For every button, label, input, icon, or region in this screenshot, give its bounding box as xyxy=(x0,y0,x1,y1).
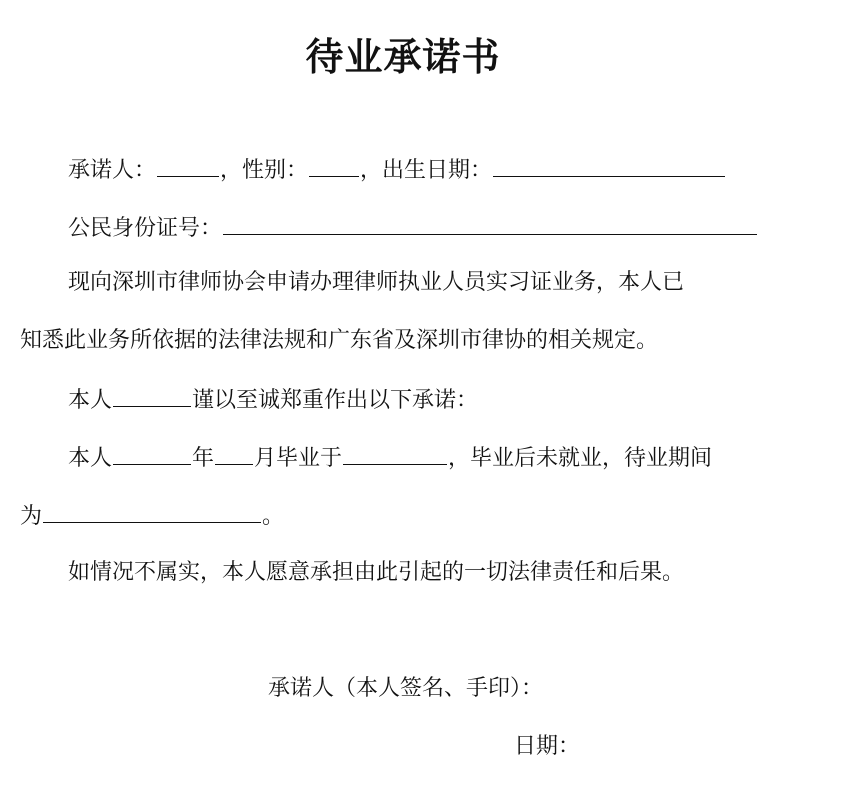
pledge-name-field[interactable] xyxy=(113,384,191,407)
pledge-prefix: 本人 xyxy=(68,388,113,413)
period-suffix: 。 xyxy=(262,504,285,529)
graduation-suffix: ，毕业后未就业，待业期间 xyxy=(448,446,713,471)
birthdate-field[interactable] xyxy=(493,154,725,177)
promisor-name-field[interactable] xyxy=(157,154,219,177)
paragraph-1-line-b: 知悉此业务所依据的法律法规和广东省及深圳市律协的相关规定。 xyxy=(20,328,659,353)
gender-field[interactable] xyxy=(309,154,359,177)
gender-label: ，性别： xyxy=(220,158,309,183)
signature-label: 承诺人（本人签名、手印）： xyxy=(268,676,544,701)
birthdate-label: ，出生日期： xyxy=(360,158,493,183)
graduation-prefix: 本人 xyxy=(68,446,113,471)
month-label: 月毕业于 xyxy=(254,446,343,471)
unemployment-period-line xyxy=(20,500,284,530)
date-label: 日期： xyxy=(514,734,581,759)
unemployment-period-field[interactable] xyxy=(43,500,261,523)
graduation-school-field[interactable] xyxy=(343,442,447,465)
promisor-label: 承诺人： xyxy=(68,158,157,183)
id-number-field[interactable] xyxy=(223,212,757,235)
period-prefix: 为 xyxy=(20,504,43,529)
year-label: 年 xyxy=(192,446,215,471)
promisor-info-line xyxy=(68,154,726,184)
document-title: 待业承诺书 xyxy=(305,35,501,79)
graduation-line xyxy=(68,442,712,472)
id-number-line xyxy=(68,212,758,242)
pledge-suffix: 谨以至诚郑重作出以下承诺： xyxy=(192,388,479,413)
graduation-year-field[interactable] xyxy=(113,442,191,465)
paragraph-2: 如情况不属实，本人愿意承担由此引起的一切法律责任和后果。 xyxy=(68,560,685,585)
pledge-intro-line xyxy=(68,384,478,414)
graduation-month-field[interactable] xyxy=(215,442,253,465)
paragraph-1-line-a: 现向深圳市律师协会申请办理律师执业人员实习证业务，本人已 xyxy=(68,270,685,295)
id-number-label: 公民身份证号： xyxy=(68,216,223,241)
